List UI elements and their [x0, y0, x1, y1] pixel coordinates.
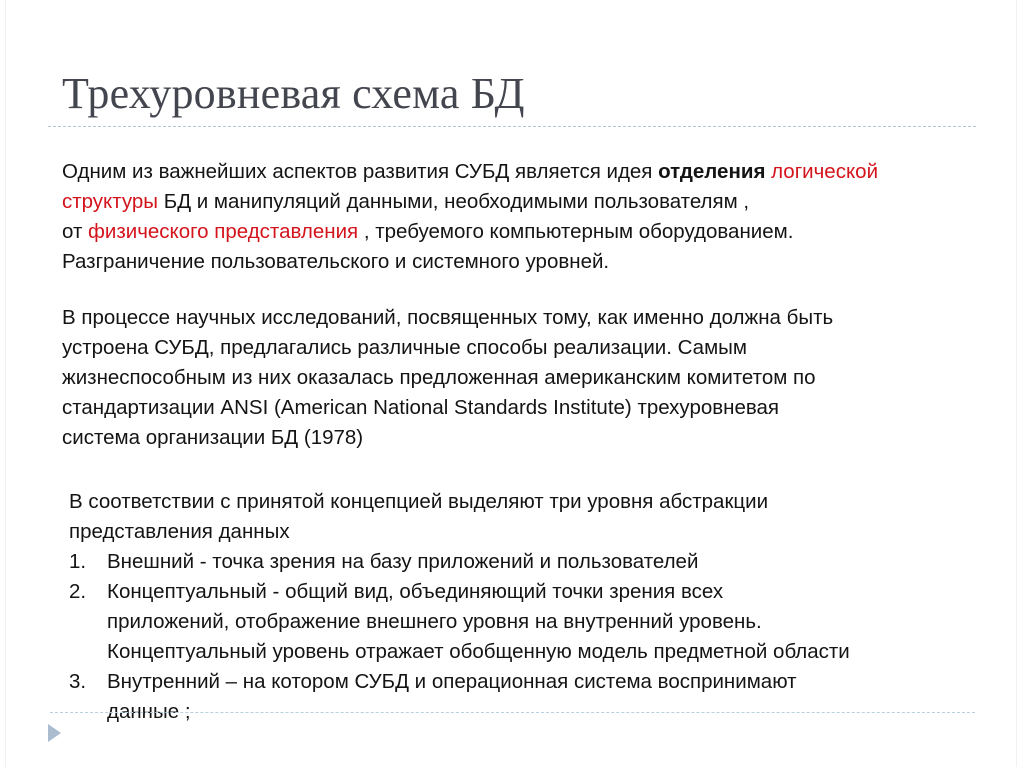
- paragraph-line: система организации БД (1978): [62, 426, 364, 449]
- red-term: структуры: [62, 190, 159, 213]
- footer-divider: [50, 712, 975, 713]
- text-segment: , требуемого компьютерным оборудованием.: [358, 220, 794, 243]
- list-line: данные ;: [107, 700, 191, 723]
- list-number: 2.: [69, 580, 87, 603]
- triangle-right-icon[interactable]: [48, 724, 61, 742]
- list-line: Концептуальный - общий вид, объединяющий точки зрения всех: [107, 580, 724, 603]
- list-number: 3.: [69, 670, 87, 693]
- paragraph-separation-idea: [62, 157, 1002, 277]
- paragraph-line: Разграничение пользовательского и системного уровней.: [62, 250, 610, 273]
- intro-line: В соответствии с принятой концепцией выделяют три уровня абстракции: [69, 490, 769, 513]
- title-divider: [48, 126, 976, 127]
- list-line: Внешний - точка зрения на базу приложений и пользователей: [107, 550, 699, 573]
- paragraph-line: жизнеспособным из них оказалась предложенная американским комитетом по: [62, 366, 816, 389]
- text-segment: от: [62, 220, 89, 243]
- paragraph-line: [62, 157, 1002, 187]
- slide-title: Трехуровневая схема БД: [62, 69, 525, 118]
- text-segment: БД и манипуляций данными, необходимыми пользователям ,: [158, 190, 750, 213]
- paragraph-line: [62, 217, 1002, 247]
- list-item-conceptual: [69, 577, 1009, 667]
- intro-line: представления данных: [69, 520, 290, 543]
- list-number: 1.: [69, 550, 87, 573]
- text-segment: Одним из важнейших аспектов развития СУБД является идея: [62, 160, 659, 183]
- paragraph-abstraction-levels: [69, 487, 1009, 727]
- paragraph-line: В процессе научных исследований, посвященных тому, как именно должна быть: [62, 306, 834, 329]
- red-term: логической: [771, 160, 879, 183]
- paragraph-line: устроена СУБД, предлагались различные способы реализации. Самым: [62, 336, 747, 359]
- bold-term: отделения: [658, 160, 766, 183]
- list-line: приложений, отображение внешнего уровня на внутренний уровень.: [107, 610, 762, 633]
- levels-list: [69, 547, 1009, 727]
- paragraph-ansi-history: [62, 303, 1002, 453]
- list-item-external: [69, 547, 1009, 577]
- list-line: Внутренний – на котором СУБД и операционная система воспринимают: [107, 670, 797, 693]
- red-term: физического представления: [88, 220, 359, 243]
- list-line: Концептуальный уровень отражает обобщенную модель предметной области: [107, 640, 850, 663]
- paragraph-line: стандартизации ANSI (American National Standards Institute) трехуровневая: [62, 396, 780, 419]
- list-item-internal: [69, 667, 1009, 727]
- paragraph-line: [62, 187, 1002, 217]
